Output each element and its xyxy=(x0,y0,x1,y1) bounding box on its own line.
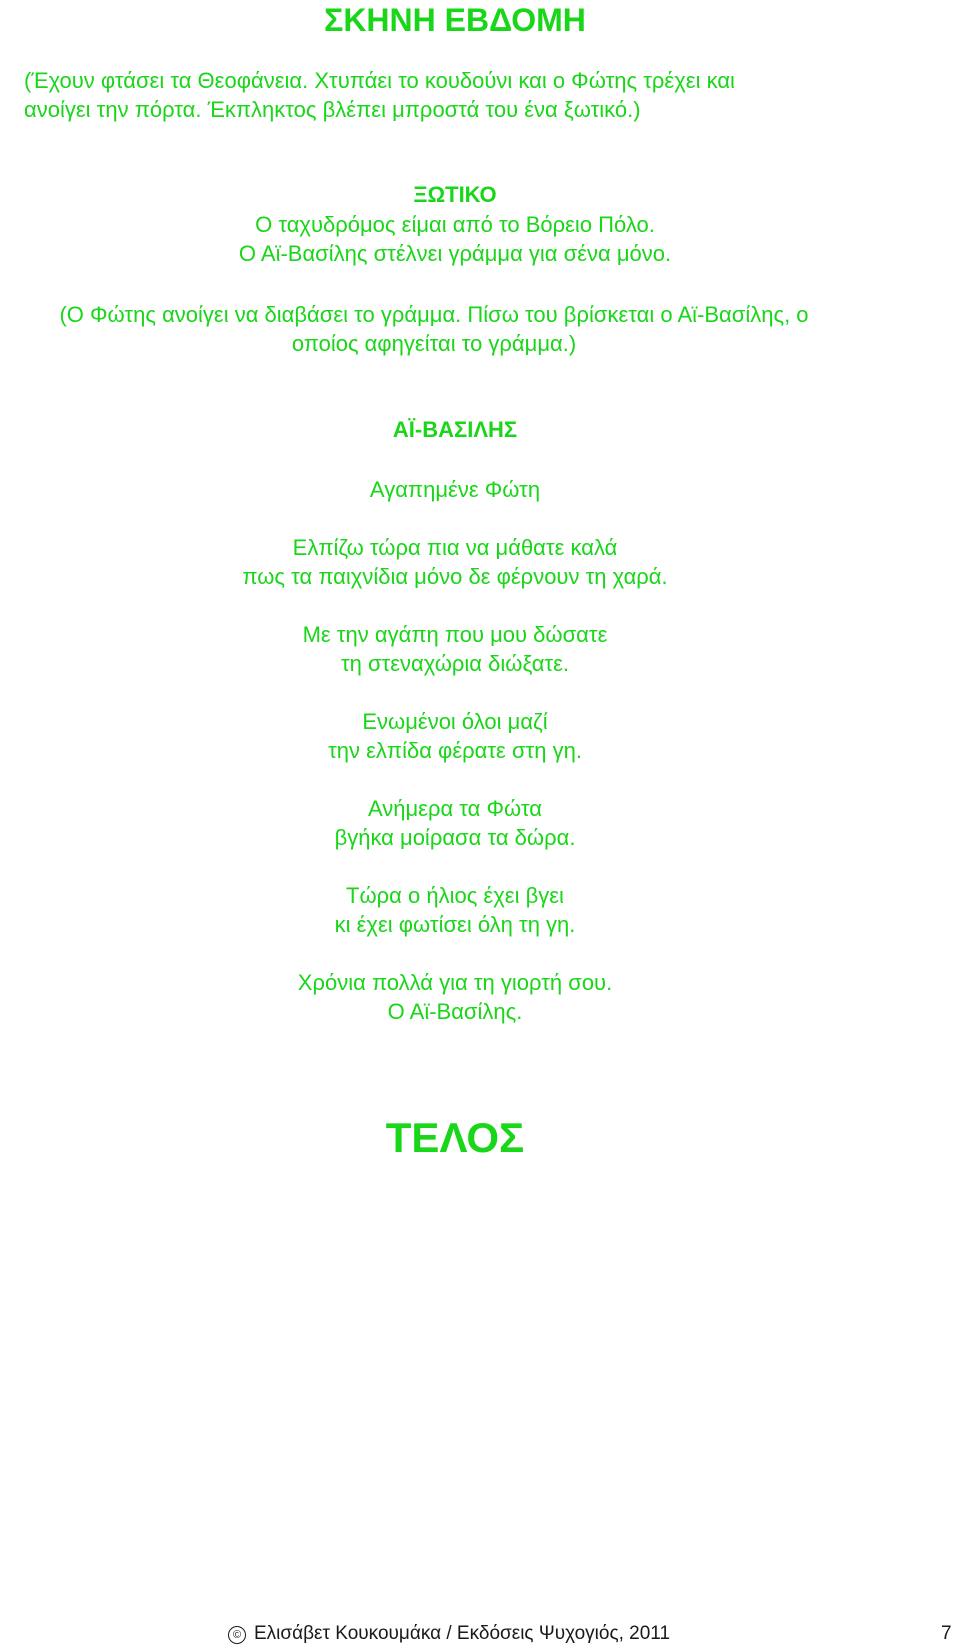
end-title: ΤΕΛΟΣ xyxy=(385,1114,525,1161)
stanza-line: πως τα παιχνίδια μόνο δε φέρνουν τη χαρά. xyxy=(242,564,668,589)
stanza-2 xyxy=(0,620,910,678)
stanza-line: κι έχει φωτίσει όλη τη γη. xyxy=(334,912,576,937)
stanza-line: την ελπίδα φέρατε στη γη. xyxy=(328,738,582,763)
copyright-icon: © xyxy=(228,1626,246,1644)
speech-xotiko xyxy=(0,210,910,268)
stage-direction-2-line-1: (Ο Φώτης ανοίγει να διαβάσει το γράμμα. Πίσω του βρίσκεται ο Αϊ-Βασίλης, ο xyxy=(59,302,809,327)
stanza-line: τη στεναχώρια διώξατε. xyxy=(340,651,570,676)
page-number: 7 xyxy=(941,1623,952,1644)
stage-direction-1-line-2: ανοίγει την πόρτα. Έκπληκτος βλέπει μπροστά του ένα ξωτικό.) xyxy=(24,97,641,122)
stanza-4 xyxy=(0,794,910,852)
footer-text: Ελισάβετ Κουκουμάκα / Εκδόσεις Ψυχογιός, 2011 xyxy=(254,1623,671,1644)
stanza-6 xyxy=(0,968,910,1026)
page-footer xyxy=(0,1622,960,1646)
stage-direction-1-line-1: (Έχουν φτάσει τα Θεοφάνεια. Χτυπάει το κουδούνι και ο Φώτης τρέχει και xyxy=(24,68,735,93)
stanza-line: Ο Αϊ-Βασίλης. xyxy=(387,999,523,1024)
stanza-line: βγήκα μοίρασα τα δώρα. xyxy=(334,825,576,850)
stage-direction-2-line-2: οποίος αφηγείται το γράμμα.) xyxy=(291,331,577,356)
letter-greeting: Αγαπημένε Φώτη xyxy=(369,477,541,502)
speaker-ai-vasilis: ΑΪ-ΒΑΣΙΛΗΣ xyxy=(392,417,518,442)
stanza-line: Χρόνια πολλά για τη γιορτή σου. xyxy=(297,970,613,995)
stanza-3 xyxy=(0,707,910,765)
stanza-line: Τώρα ο ήλιος έχει βγει xyxy=(346,883,564,908)
stage-direction-1 xyxy=(24,66,735,124)
stanza-1 xyxy=(0,533,910,591)
stanza-5 xyxy=(0,881,910,939)
stage-direction-2 xyxy=(0,300,868,358)
footer-copyright xyxy=(228,1622,670,1646)
stanza-line: Ελπίζω τώρα πια να μάθατε καλά xyxy=(292,535,618,560)
stanza-line: Με την αγάπη που μου δώσατε xyxy=(302,622,608,647)
speech-xotiko-line-2: Ο Αϊ-Βασίλης στέλνει γράμμα για σένα μόνο. xyxy=(238,241,672,266)
stanza-line: Ενωμένοι όλοι μαζί xyxy=(362,709,548,734)
speech-xotiko-line-1: Ο ταχυδρόμος είμαι από το Βόρειο Πόλο. xyxy=(255,212,655,237)
scene-title: ΣΚΗΝΗ ΕΒΔΟΜΗ xyxy=(324,2,586,38)
stanza-line: Ανήμερα τα Φώτα xyxy=(367,796,543,821)
speaker-xotiko: ΞΩΤΙΚΟ xyxy=(413,182,497,207)
